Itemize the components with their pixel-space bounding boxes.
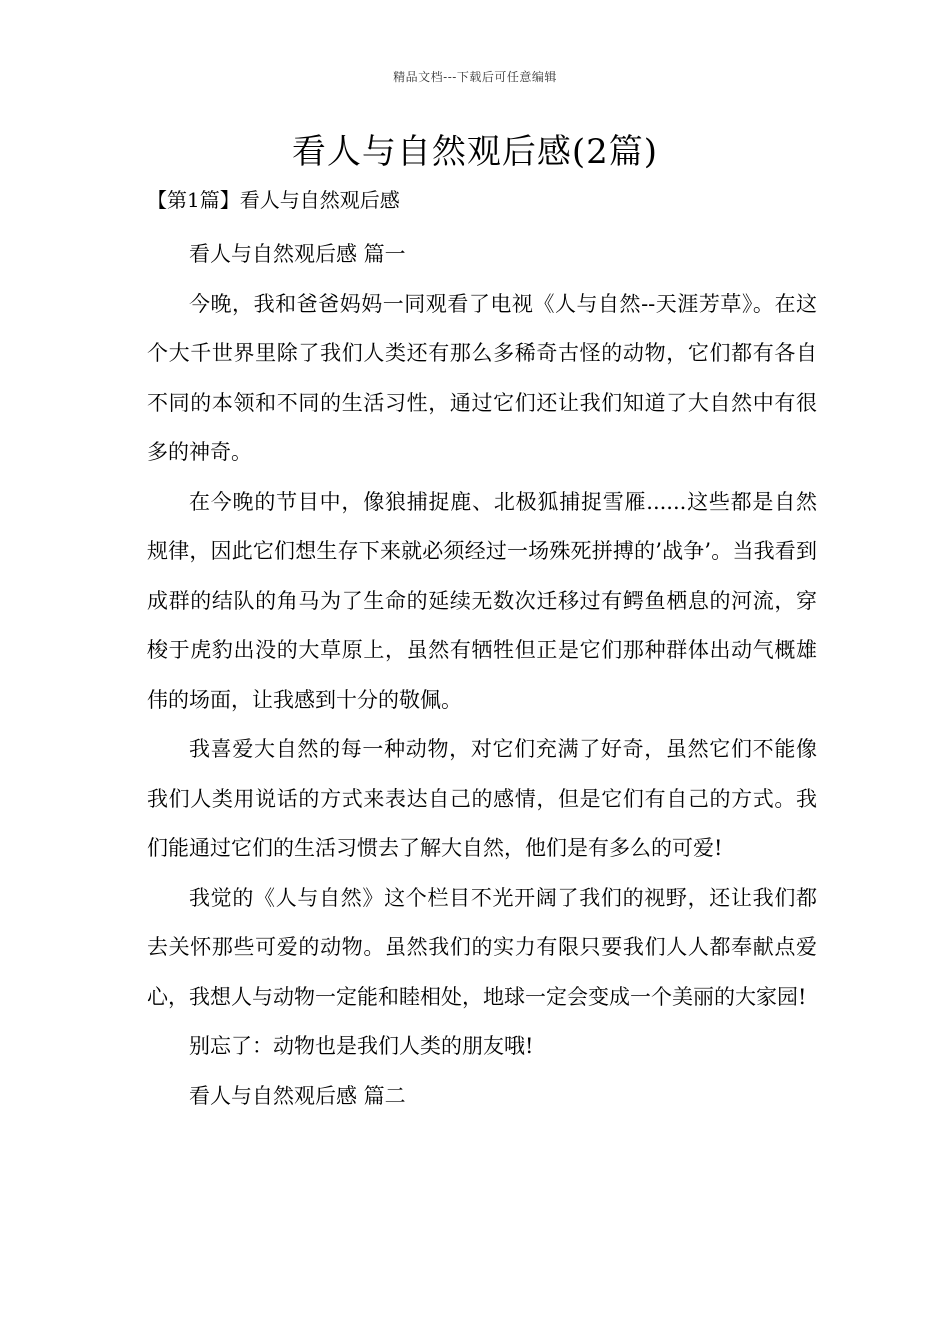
document-body <box>147 230 817 1121</box>
subsection-heading-1: 看人与自然观后感 篇一 <box>189 242 406 266</box>
subsection-heading-2: 看人与自然观后感 篇二 <box>189 1083 406 1108</box>
paragraph-4: 我觉的《人与自然》这个栏目不光开阔了我们的视野，还让我们都去关怀那些可爱的动物。虽然我们的实力有限只要我们人人都奉献点爱心，我想人与动物一定能和睦相处，地球一定会变成一个美丽的大家园! <box>147 885 817 1009</box>
document-title: 看人与自然观后感(2篇) <box>291 132 659 172</box>
section-heading: 【第1篇】看人与自然观后感 <box>147 188 400 212</box>
paragraph-1: 今晚，我和爸爸妈妈一同观看了电视《人与自然--天涯芳草》。在这个大千世界里除了我们人类还有那么多稀奇古怪的动物，它们都有各自不同的本领和不同的生活习性，通过它们还让我们知道了大自然中有很多的神奇。 <box>147 291 817 464</box>
paragraph-2: 在今晚的节目中，像狼捕捉鹿、北极狐捕捉雪雁......这些都是自然规律，因此它们想生存下来就必须经过一场殊死拼搏的’战争’。当我看到成群的结队的角马为了生命的延续无数次迁移过有鳄鱼栖息的河流，穿梭于虎豹出没的大草原上，虽然有牺牲但正是它们那种群体出动气概雄伟的场面，让我感到十分的敬佩。 <box>147 489 817 712</box>
paragraph-5: 别忘了：动物也是我们人类的朋友哦! <box>189 1034 534 1058</box>
page-header-note: 精品文档---下载后可任意编辑 <box>393 70 557 84</box>
paragraph-3: 我喜爱大自然的每一种动物，对它们充满了好奇，虽然它们不能像我们人类用说话的方式来表达自己的感情，但是它们有自己的方式。我们能通过它们的生活习惯去了解大自然，他们是有多么的可爱! <box>147 737 817 860</box>
